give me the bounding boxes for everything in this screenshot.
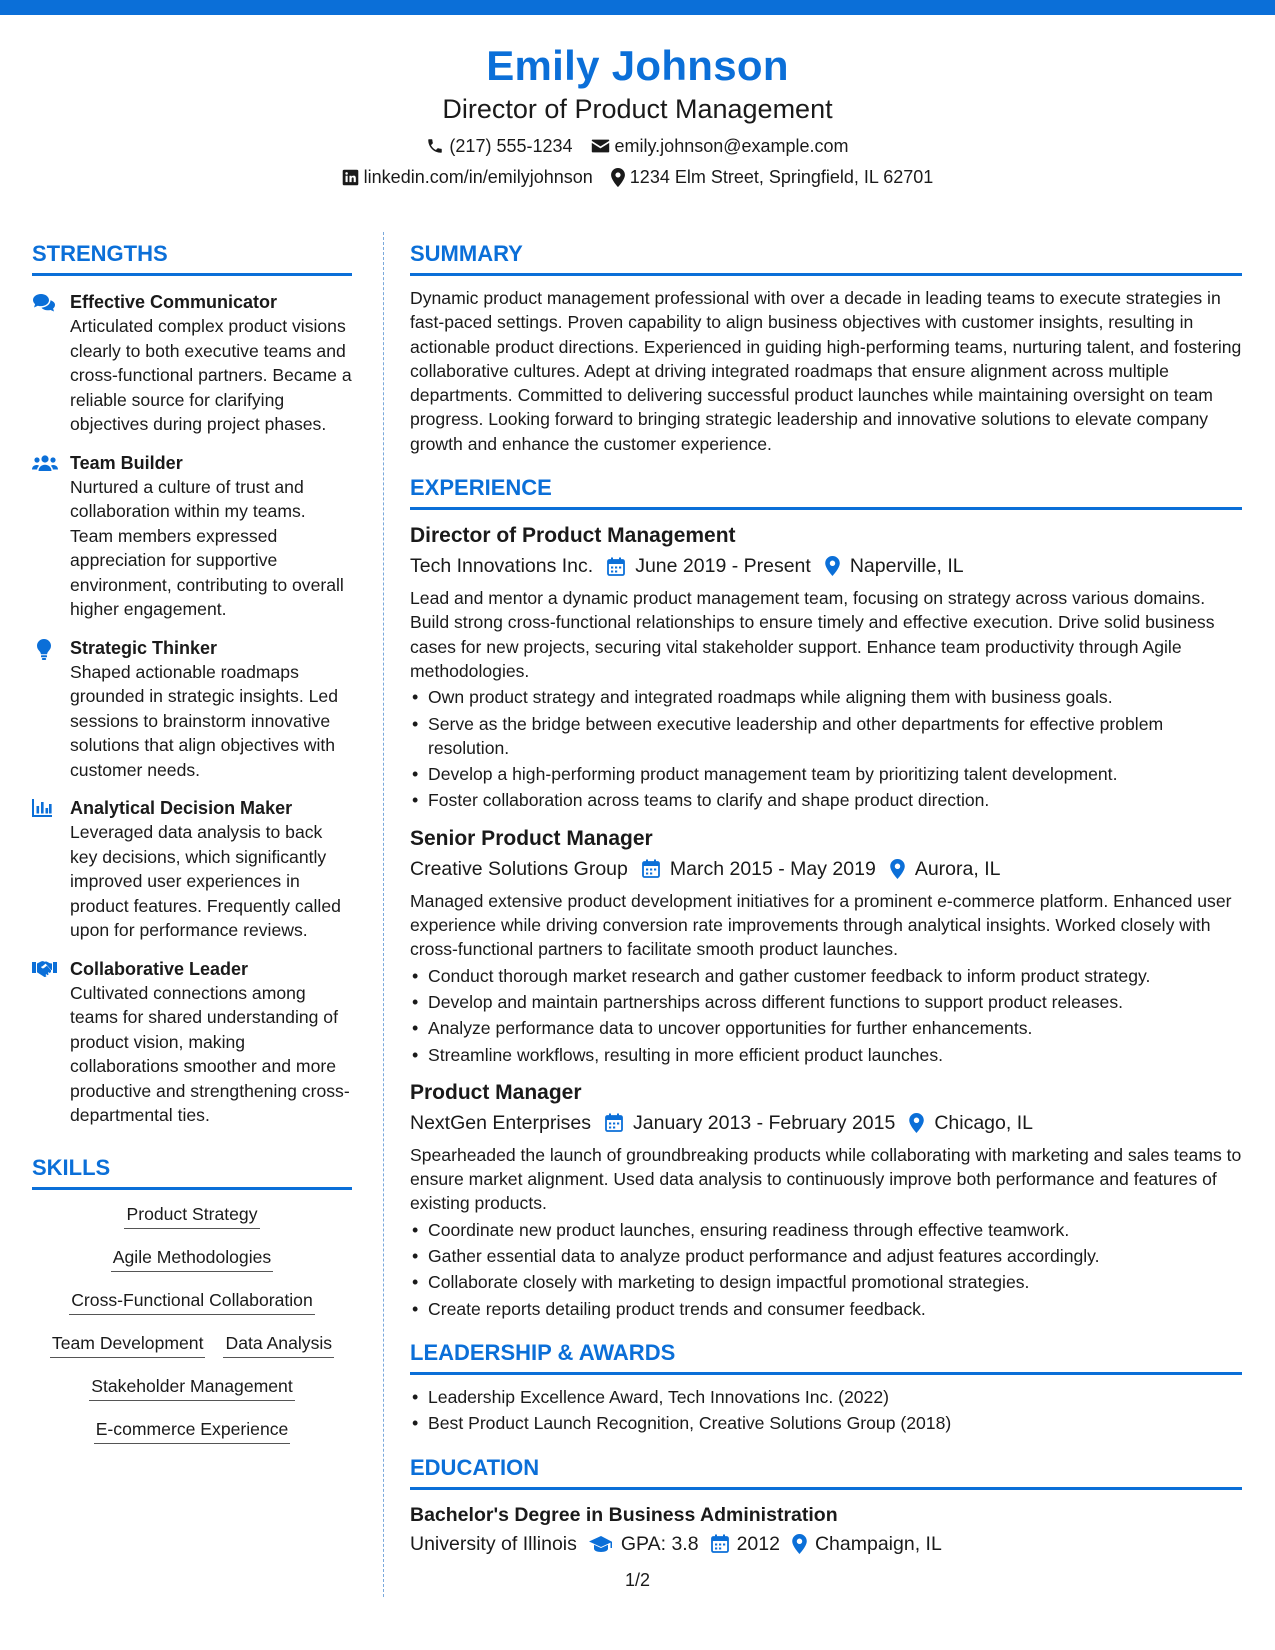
bullet-item: • Develop a high-performing product management team by prioritizing talent development. [410,762,1242,786]
linkedin-text: linkedin.com/in/emilyjohnson [363,167,593,187]
bullet-item: • Foster collaboration across teams to clarify and shape product direction. [410,788,1242,812]
skill-tag: Agile Methodologies [111,1245,273,1272]
award-item: • Best Product Launch Recognition, Creative Solutions Group (2018) [410,1411,1242,1435]
job-description: Lead and mentor a dynamic product management team, focusing on strategy across various domains. Build strong cross-functional relationships to ensure timely and effective execution. Drive solid business cases for new projects, securing vital stakeholder support. Enhance team productivity through Agile methodologies. [410,588,1215,681]
bullet-item: • Own product strategy and integrated roadmaps while aligning them with business goals. [410,685,1242,709]
company-name: Tech Innovations Inc. [410,555,594,578]
users-icon [32,454,58,472]
bullet-item: • Conduct thorough market research and gather customer feedback to inform product strategy. [410,964,1242,988]
phone-icon [426,137,444,155]
column-divider [383,232,384,1597]
skills-heading: SKILLS [32,1154,352,1190]
job-entry [410,522,1242,813]
job-meta [410,1109,1242,1137]
awards-list [410,1385,1242,1436]
phone-text: (217) 555-1234 [449,136,573,156]
map-pin-icon [909,1113,924,1133]
strength-title: Analytical Decision Maker [70,798,293,818]
strength-desc: Leveraged data analysis to back key decisions, which significantly improved user experiences in product features. Frequently called upon for performance reviews. [70,822,341,940]
bullet-item: • Serve as the bridge between executive leadership and other departments for effective problem resolution. [410,712,1242,761]
strength-item [32,796,352,943]
skill-tag: Team Development [50,1331,206,1358]
chat-bubbles-icon [32,293,56,313]
bullet-item: • Develop and maintain partnerships across different functions to support product releases. [410,990,1242,1014]
skill-tag: Data Analysis [223,1331,334,1358]
calendar-icon [607,557,625,576]
strength-item [32,451,352,622]
job-bullets [410,964,1242,1067]
page-number: 1/2 [625,1570,651,1590]
contact-row-1 [0,134,1275,158]
job-dates: March 2015 - May 2019 [669,857,876,880]
graduation-cap-icon [589,1535,613,1553]
job-entry [410,1079,1242,1321]
gpa-text: GPA: 3.8 [620,1532,699,1555]
education-location: Champaign, IL [814,1532,942,1555]
job-meta [410,855,1242,883]
award-item: • Leadership Excellence Award, Tech Innovations Inc. (2022) [410,1385,1242,1409]
summary-text: Dynamic product management professional with over a decade in leading teams to execute strategies in fast-paced settings. Proven capability to align business objectives with customer insights, resulting in actionable product directions. Experienced in guiding high-performing teams, nurturing talent, and fostering collaborative cultures. Adept at driving integrated roadmaps that ensure alignment across multiple departments. Committed to delivering successful product launches while maintaining oversight on team progress. Looking forward to bringing strategic leadership and innovative solutions to elevate company growth and enhance the customer experience. [410,288,1242,454]
job-meta [410,552,1242,580]
job-location: Chicago, IL [934,1111,1033,1134]
linkedin-icon [342,169,359,186]
bar-chart-icon [32,799,52,817]
experience-heading: EXPERIENCE [410,474,1242,510]
phone-contact[interactable] [426,134,572,158]
job-bullets [410,1218,1242,1321]
bullet-item: • Analyze performance data to uncover opportunities for further enhancements. [410,1016,1242,1040]
skill-tag: Stakeholder Management [89,1374,294,1401]
email-contact[interactable] [591,134,849,158]
strength-item [32,290,352,437]
strength-title: Strategic Thinker [70,637,218,658]
map-pin-icon [825,556,840,576]
job-entry [410,825,1242,1067]
map-pin-icon [890,859,905,879]
bullet-item: • Streamline workflows, resulting in more efficient product launches. [410,1043,1242,1067]
strength-title: Team Builder [70,452,183,473]
map-pin-icon [611,168,625,187]
degree-title: Bachelor's Degree in Business Administration [410,1503,838,1526]
skill-tag: E-commerce Experience [94,1417,291,1444]
candidate-title: Director of Product Management [442,94,833,124]
education-heading: EDUCATION [410,1454,1242,1490]
strength-item [32,957,352,1128]
bullet-item: • Gather essential data to analyze product performance and adjust features accordingly. [410,1244,1242,1268]
linkedin-contact[interactable] [342,165,593,189]
lightbulb-icon [37,639,51,660]
job-location: Naperville, IL [849,555,964,578]
skill-tag: Product Strategy [124,1202,259,1229]
address-contact [611,165,934,189]
job-dates: June 2019 - Present [635,555,811,578]
job-title: Product Manager [410,1080,582,1104]
education-meta [410,1530,1242,1558]
calendar-icon [711,1534,729,1553]
job-bullets [410,685,1242,812]
strength-desc: Articulated complex product visions clearly to both executive teams and cross-functional partners. Became a reliable source for clarifying objectives during project phases. [70,316,352,434]
strengths-heading: STRENGTHS [32,240,352,276]
handshake-icon [32,960,57,977]
resume-header [0,40,1275,189]
job-description: Spearheaded the launch of groundbreaking products while collaborating with marketing and sales teams to ensure market alignment. Used data analysis to continuously improve both performance and features of existing products. [410,1144,1242,1214]
job-location: Aurora, IL [914,857,1001,880]
graduation-year: 2012 [736,1532,780,1555]
awards-heading: LEADERSHIP & AWARDS [410,1339,1242,1375]
bullet-item: • Coordinate new product launches, ensuring readiness through effective teamwork. [410,1218,1242,1242]
candidate-name: Emily Johnson [486,42,789,89]
job-dates: January 2013 - February 2015 [633,1111,896,1134]
calendar-icon [605,1113,623,1132]
strength-item [32,636,352,783]
email-text: emily.johnson@example.com [614,136,849,156]
top-accent-bar [0,0,1275,15]
bullet-item: • Collaborate closely with marketing to design impactful promotional strategies. [410,1270,1242,1294]
skills-list [32,1202,352,1444]
strength-desc: Cultivated connections among teams for shared understanding of product vision, making collaborations smoother and more productive and strengthening cross-departmental ties. [70,982,350,1125]
envelope-icon [591,138,610,154]
school-name: University of Illinois [410,1532,577,1555]
calendar-icon [642,859,660,878]
strength-title: Effective Communicator [70,292,278,312]
strength-desc: Nurtured a culture of trust and collaboration within my teams. Team members expressed appreciation for supportive environment, contributing to overall higher engagement. [70,476,344,619]
strength-title: Collaborative Leader [70,958,249,979]
strength-desc: Shaped actionable roadmaps grounded in strategic insights. Led sessions to brainstorm innovative solutions that align objectives with customer needs. [70,661,338,780]
left-column [32,240,352,1460]
summary-heading: SUMMARY [410,240,1242,276]
contact-row-2 [0,165,1275,189]
bullet-item: • Create reports detailing product trends and consumer feedback. [410,1297,1242,1321]
company-name: NextGen Enterprises [410,1111,591,1134]
map-pin-icon [792,1534,807,1554]
job-title: Director of Product Management [410,524,736,548]
skill-tag: Cross-Functional Collaboration [69,1288,315,1315]
job-title: Senior Product Manager [410,826,653,850]
address-text: 1234 Elm Street, Springfield, IL 62701 [629,167,934,187]
job-description: Managed extensive product development initiatives for a prominent e-commerce platform. Enhanced user experience while driving conversion rate improvements through analytical insights. Worked closely with cross-functional partners to facilitate smooth product launches. [410,890,1232,960]
right-column [410,240,1242,1558]
company-name: Creative Solutions Group [410,857,628,880]
